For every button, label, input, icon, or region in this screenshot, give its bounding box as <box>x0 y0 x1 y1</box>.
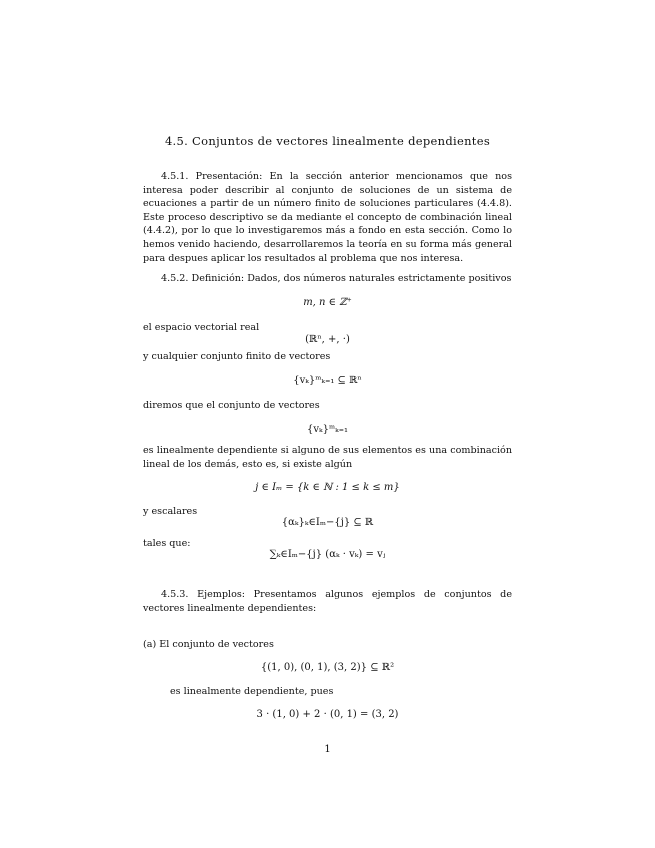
equation-scalars <box>143 517 512 528</box>
equation-vector-set <box>143 375 512 386</box>
paragraph-ejemplos: 4.5.3. Ejemplos: Presentamos algunos ejemplos de conjuntos de vectores linealmente dependientes: <box>143 589 512 614</box>
paragraph-presentacion: 4.5.1. Presentación: En la sección anterior mencionamos que nos interesa poder describir al conjunto de soluciones de un sistema de ecuaciones a partir de un número finito de soluciones particulares (4.4.8). Este proceso descriptivo se da mediante el concepto de combinación lineal (4.4.2), por lo que lo investigaremos más a fondo en esta sección. Como lo hemos venido haciendo, desarrollaremos la teoría en su forma más general para despues aplicar los resultados al problema que nos interesa. <box>143 171 512 264</box>
equation-example-a-combination-text: 3 · (1, 0) + 2 · (0, 1) = (3, 2) <box>256 709 399 720</box>
equation-sum-text: ∑ₖ∈Iₘ−{j} (αₖ · vₖ) = vⱼ <box>269 549 386 560</box>
equation-m-n <box>143 297 512 308</box>
equation-index-set-text: j ∈ Iₘ = {k ∈ ℕ : 1 ≤ k ≤ m} <box>255 482 400 493</box>
equation-m-n-text: m, n ∈ ℤ⁺ <box>303 297 352 308</box>
section-title: 4.5. Conjuntos de vectores linealmente dependientes <box>164 134 491 148</box>
equation-index-set <box>143 482 512 493</box>
equation-vector-set-2-text: {vₖ}ᵐₖ₌₁ <box>306 424 349 435</box>
text-espacio-vectorial: el espacio vectorial real <box>143 322 260 333</box>
equation-example-a-set <box>143 662 512 673</box>
text-example-a-dependiente: es linealmente dependiente, pues <box>170 686 334 697</box>
equation-vector-set-2 <box>143 424 512 435</box>
text-diremos: diremos que el conjunto de vectores <box>143 400 320 411</box>
equation-example-a-combination <box>143 709 512 720</box>
text-tales-que: tales que: <box>143 538 191 549</box>
equation-vector-space <box>143 334 512 345</box>
equation-vector-space-text: (ℝⁿ, +, ·) <box>305 334 350 345</box>
paragraph-linealmente-dependiente: es linealmente dependiente si alguno de sus elementos es una combinación lineal de los demás, esto es, si existe algún <box>143 445 512 470</box>
page-number: 1 <box>324 744 331 755</box>
example-a-label: (a) El conjunto de vectores <box>143 639 274 650</box>
text-cualquier-conjunto: y cualquier conjunto finito de vectores <box>143 351 331 362</box>
equation-scalars-text: {αₖ}ₖ∈Iₘ−{j} ⊆ ℝ <box>281 517 374 528</box>
text-escalares: y escalares <box>143 506 198 517</box>
equation-sum <box>143 549 512 560</box>
equation-vector-set-text: {vₖ}ᵐₖ₌₁ ⊆ ℝⁿ <box>293 375 362 386</box>
paragraph-definicion: 4.5.2. Definición: Dados, dos números naturales estrictamente positivos <box>161 273 512 284</box>
equation-example-a-set-text: {(1, 0), (0, 1), (3, 2)} ⊆ ℝ² <box>260 662 395 673</box>
